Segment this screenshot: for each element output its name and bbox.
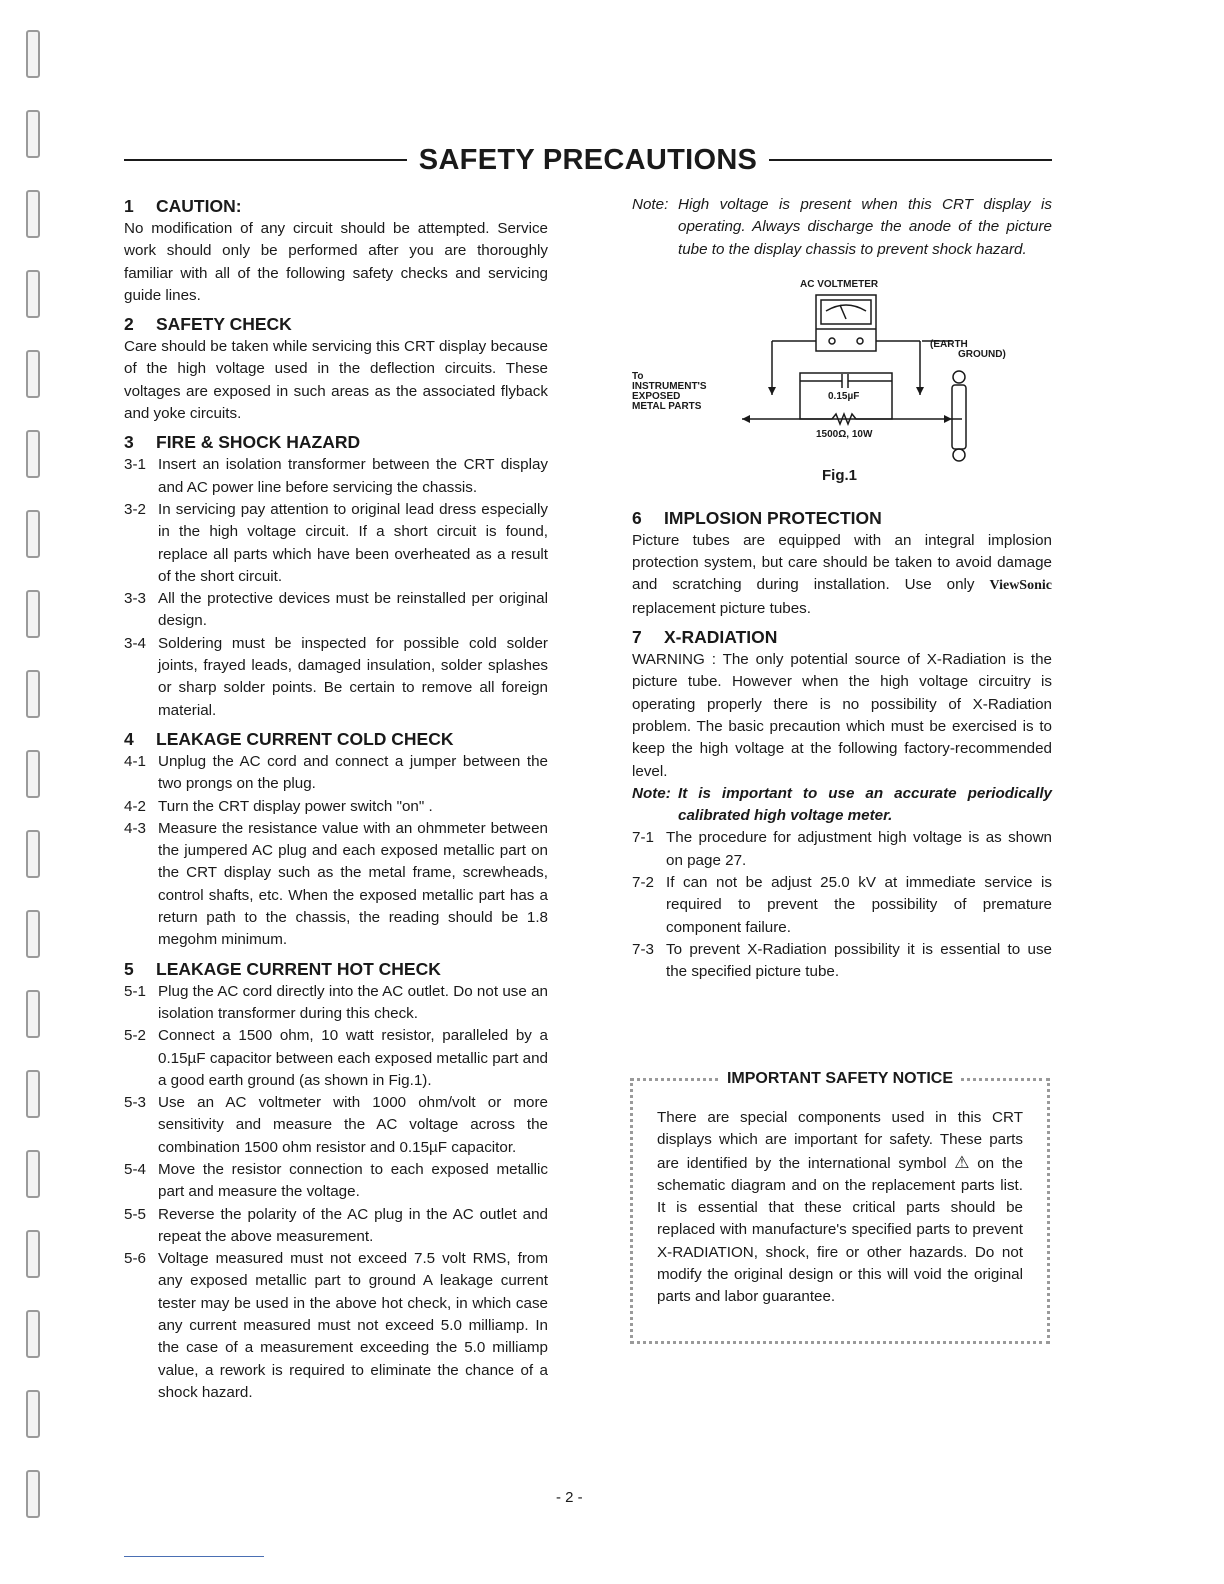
list-item (124, 1204, 548, 1249)
section-3-title (124, 430, 548, 454)
brand-name: ViewSonic (989, 578, 1052, 594)
item-number: 5-2 (124, 1027, 146, 1045)
label-ac-voltmeter: AC VOLTMETER (800, 278, 879, 290)
item-text: Insert an isolation transformer between the CRT display and AC power line before servicing the chassis. (158, 456, 548, 496)
figure-caption: Fig.1 (822, 466, 858, 484)
arrow-left (768, 387, 776, 395)
binder-holes (26, 30, 42, 1550)
item-number: 7-2 (632, 874, 654, 892)
title-rule-right (769, 159, 1052, 161)
label-earth-1: (EARTH (930, 338, 968, 350)
section-heading: IMPLOSION PROTECTION (664, 507, 882, 528)
note-text: It is important to use an accurate periodically calibrated high voltage meter. (678, 784, 1052, 825)
section-6-title (632, 506, 1052, 530)
meter-note (632, 783, 1052, 828)
binder-hole (26, 1470, 40, 1518)
section-heading: LEAKAGE CURRENT COLD CHECK (156, 728, 454, 749)
binder-hole (26, 270, 40, 318)
binder-hole (26, 1310, 40, 1358)
section-number: 2 (124, 314, 134, 335)
item-text: Reverse the polarity of the AC plug in the AC outlet and repeat the above measurement. (158, 1205, 548, 1245)
list-item (124, 751, 548, 796)
section-6-text-post: replacement picture tubes. (632, 599, 811, 617)
item-text: Use an AC voltmeter with 1000 ohm/volt or more sensitivity and measure the AC voltage across the combination 1500 ohm resistor and 0.15µF capacitor. (158, 1094, 548, 1156)
section-number: 3 (124, 432, 134, 453)
note-text: High voltage is present when this CRT display is operating. Always discharge the anode of the picture tube to the display chassis to prevent shock hazard. (678, 196, 1052, 258)
list-item (124, 499, 548, 588)
item-text: All the protective devices must be reinstalled per original design. (158, 590, 548, 630)
section-5-title (124, 957, 548, 981)
binder-hole (26, 430, 40, 478)
list-item (124, 981, 548, 1026)
item-number: 5-1 (124, 982, 146, 1000)
item-number: 4-3 (124, 819, 146, 837)
item-text: Plug the AC cord directly into the AC outlet. Do not use an isolation transformer during this check. (158, 982, 548, 1022)
section-6-text-pre: Picture tubes are equipped with an integral implosion protection system, but care should be taken to avoid damage and scratching during installation. Use only (632, 531, 1052, 594)
binder-hole (26, 510, 40, 558)
list-item (124, 588, 548, 633)
notice-header (633, 1068, 1047, 1090)
item-number: 4-2 (124, 797, 146, 815)
list-item (124, 818, 548, 952)
section-6-body (632, 530, 1052, 620)
page-number: - 2 - (556, 1489, 583, 1506)
section-number: 7 (632, 627, 642, 648)
item-text: To prevent X-Radiation possibility it is essential to use the specified picture tube. (666, 940, 1052, 981)
item-number: 3-3 (124, 590, 146, 608)
list-item (124, 796, 548, 818)
list-item (124, 1159, 548, 1204)
list-item (632, 827, 1052, 872)
item-number: 3-1 (124, 456, 146, 474)
figure-1 (632, 269, 1052, 501)
item-text: Move the resistor connection to each exposed metallic part and measure the voltage. (158, 1160, 548, 1201)
section-1-title (124, 194, 548, 218)
section-4-title (124, 727, 548, 751)
item-text: Connect a 1500 ohm, 10 watt resistor, paralleled by a 0.15µF capacitor between each exposed metallic part and a good earth ground (as shown in Fig.1). (158, 1027, 548, 1089)
label-instruments: INSTRUMENT'S (632, 380, 707, 392)
page-title-row (124, 140, 1052, 180)
voltmeter-box (816, 295, 876, 351)
label-to: To (632, 370, 644, 382)
list-item (632, 939, 1052, 984)
notice-text (657, 1107, 1023, 1309)
binder-hole (26, 1070, 40, 1118)
binder-hole (26, 830, 40, 878)
list-item (124, 633, 548, 722)
notice-title: IMPORTANT SAFETY NOTICE (719, 1070, 961, 1087)
item-number: 4-1 (124, 752, 146, 770)
item-text: In servicing pay attention to original lead dress especially in the high voltage circuit. If a short circuit is found, replace all parts which have been overheated as a result of the short circuit. (158, 500, 548, 585)
voltmeter-needle (840, 305, 846, 319)
item-number: 5-6 (124, 1250, 146, 1268)
item-number: 7-1 (632, 829, 654, 847)
label-metal-parts: METAL PARTS (632, 400, 702, 412)
list-item (124, 454, 548, 499)
item-text: The procedure for adjustment high voltage is as shown on page 27. (666, 829, 1052, 869)
section-heading: X-RADIATION (664, 627, 778, 648)
ground-plug (952, 385, 966, 449)
list-item (124, 1248, 548, 1404)
item-text: If can not be adjust 25.0 kV at immediate service is required to prevent the possibility of premature component failure. (666, 874, 1052, 936)
item-number: 5-3 (124, 1094, 146, 1112)
list-item (124, 1092, 548, 1159)
section-heading: CAUTION: (156, 196, 242, 216)
notice-text-post: on the schematic diagram and on the replacement parts list. It is essential that these critical parts should be replaced with manufacture's specified parts to prevent X-RADIATION, shock, fire or other hazards. Do not modify the original design or this will void the original parts and labor guarantee. (657, 1154, 1023, 1306)
item-text: Turn the CRT display power switch "on" . (158, 797, 433, 815)
section-heading: FIRE & SHOCK HAZARD (156, 432, 361, 453)
label-earth-2: GROUND) (958, 348, 1006, 360)
section-number: 1 (124, 196, 134, 216)
item-text: Measure the resistance value with an ohmmeter between the jumpered AC plug and each exposed metallic part on the CRT display such as the metal frame, screwheads, control shafts, etc. When the exposed metallic part has a return path to the chassis, the reading should be 1.8 megohm minimum. (158, 819, 548, 949)
label-exposed: EXPOSED (632, 390, 681, 402)
binder-hole (26, 670, 40, 718)
section-2-body: Care should be taken while servicing this CRT display because of the high voltage used in the deflection circuits. These voltages are exposed in such areas as the associated flyback and yoke circuits. (124, 338, 548, 423)
section-1-body: No modification of any circuit should be attempted. Service work should only be performed after you are thoroughly familiar with all of the following safety checks and servicing guide lines. (124, 220, 548, 304)
section-heading: LEAKAGE CURRENT HOT CHECK (156, 958, 441, 979)
item-number: 7-3 (632, 940, 654, 958)
important-safety-notice (630, 1070, 1050, 1344)
section-number: 6 (632, 507, 642, 528)
binder-hole (26, 110, 40, 158)
section-7-body: WARNING : The only potential source of X-Radiation is the picture tube. However when the high voltage circuitry is operating properly there is no possibility of X-Radiation problem. The basic precaution which must be exercised is to keep the high voltage at the following factory-recommended level. (632, 651, 1052, 780)
leakage-test-circuit-diagram (632, 269, 1052, 469)
notice-text-pre: There are special components used in this CRT displays which are important for safety. These parts are identified by the international symbol (657, 1109, 1023, 1172)
binder-hole (26, 1150, 40, 1198)
binder-hole (26, 190, 40, 238)
ground-prong-top (953, 371, 965, 383)
section-heading: SAFETY CHECK (156, 314, 292, 335)
footer-rule (124, 1556, 264, 1557)
item-number: 5-4 (124, 1160, 146, 1178)
binder-hole (26, 350, 40, 398)
title-rule-left (124, 159, 407, 161)
item-number: 3-2 (124, 500, 146, 518)
list-item (124, 1025, 548, 1092)
section-7-title (632, 625, 1052, 649)
label-capacitor: 0.15µF (828, 390, 860, 402)
binder-hole (26, 1390, 40, 1438)
section-number: 5 (124, 958, 134, 979)
ground-prong-bottom (953, 449, 965, 461)
item-text: Unplug the AC cord and connect a jumper between the two prongs on the plug. (158, 752, 548, 793)
binder-hole (26, 910, 40, 958)
warning-triangle-icon: ⚠ (954, 1152, 970, 1172)
page-title: SAFETY PRECAUTIONS (418, 143, 758, 176)
voltmeter-dial (821, 300, 871, 324)
note-label: Note: (632, 196, 669, 213)
item-text: Soldering must be inspected for possible cold solder joints, frayed leads, damaged insulation, solder splashes or sharp solder points. Be certain to remove all foreign material. (158, 634, 548, 719)
binder-hole (26, 590, 40, 638)
binder-hole (26, 1230, 40, 1278)
right-column (632, 194, 1052, 984)
arrow-instrument (742, 415, 750, 423)
section-number: 4 (124, 728, 134, 749)
section-2-title (124, 312, 548, 336)
item-number: 5-5 (124, 1205, 146, 1223)
note-label: Note: (632, 784, 671, 802)
list-item (632, 872, 1052, 939)
voltmeter-terminal-right (857, 338, 863, 344)
binder-hole (26, 990, 40, 1038)
binder-hole (26, 30, 40, 78)
label-resistor: 1500Ω, 10W (816, 428, 873, 440)
left-column (124, 194, 548, 1404)
binder-hole (26, 750, 40, 798)
high-voltage-note (632, 194, 1052, 261)
item-number: 3-4 (124, 634, 146, 652)
arrow-ground (944, 415, 952, 423)
voltmeter-terminal-left (829, 338, 835, 344)
item-text: Voltage measured must not exceed 7.5 volt RMS, from any exposed metallic part to ground A leakage current tester may be used in the above hot check, in which case any current measured must not exceed 5.0 milliamp. In the case of a measurement exceeding the 5.0 milliamp value, a rework is required to eliminate the chance of a shock hazard. (158, 1250, 548, 1401)
arrow-right (916, 387, 924, 395)
voltmeter-scale (826, 305, 866, 311)
